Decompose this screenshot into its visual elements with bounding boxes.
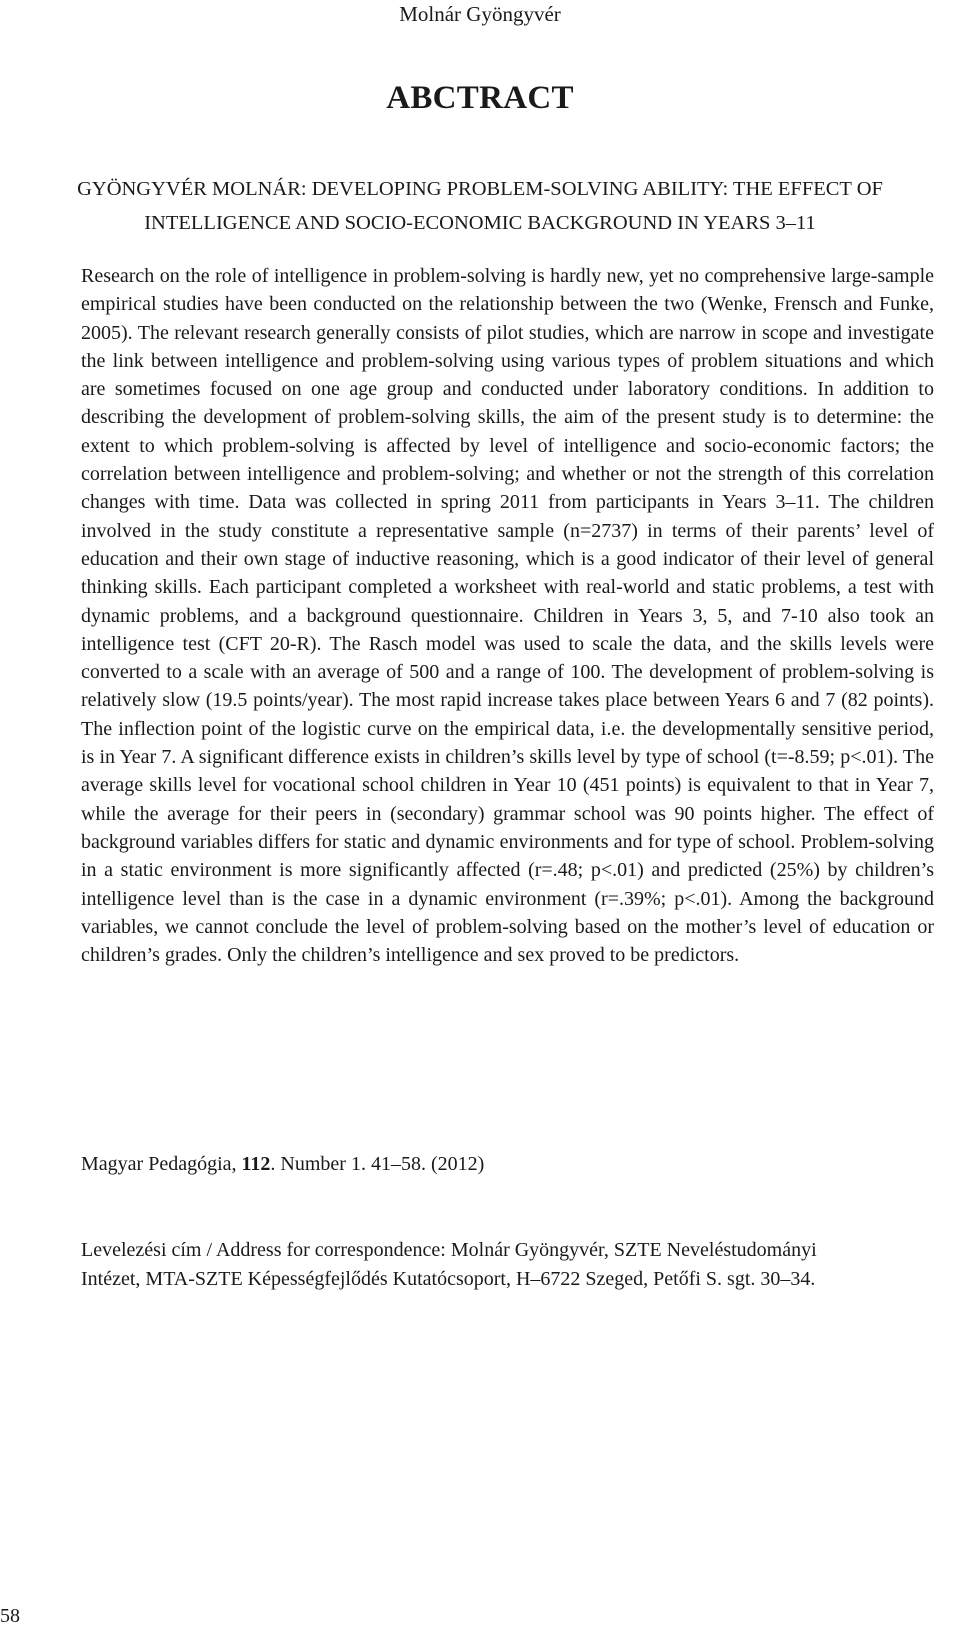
citation-volume: 112 — [241, 1153, 271, 1175]
citation-details: . Number 1. 41–58. (2012) — [270, 1153, 485, 1175]
address-line-2: Intézet, MTA-SZTE Képességfejlődés Kutatócsoport, H–6722 Szeged, Petőfi S. sgt. 30–34. — [81, 1267, 816, 1290]
section-heading: ABCTRACT — [386, 80, 574, 116]
correspondence-address — [81, 1236, 934, 1293]
citation-journal: Magyar Pedagógia, — [81, 1153, 242, 1175]
running-header: Molnár Gyöngyvér — [399, 2, 561, 26]
article-title — [60, 172, 900, 240]
article-title-line-1: GYÖNGYVÉR MOLNÁR: DEVELOPING PROBLEM-SOLVING ABILITY: THE EFFECT OF — [77, 178, 883, 200]
article-title-line-2: INTELLIGENCE AND SOCIO-ECONOMIC BACKGROUND IN YEARS 3–11 — [144, 212, 816, 234]
address-line-1: Levelezési cím / Address for correspondence: Molnár Gyöngyvér, SZTE Neveléstudományi — [81, 1239, 817, 1261]
citation — [81, 1150, 934, 1178]
abstract-body: Research on the role of intelligence in problem-solving is hardly new, yet no comprehensive large-sample empirical studies have been conducted on the relationship between the two (Wenke, Frensch and Funke, 2005). The relevant research generally consists of pilot studies, which are narrow in scope and investigate the link between intelligence and problem-solving using various types of problem situations and which are sometimes focused on one age group and conducted under laboratory conditions. In addition to describing the development of problem-solving skills, the aim of the present study is to determine: the extent to which problem-solving is affected by level of intelligence and socio-economic factors; the correlation between intelligence and problem-solving; and whether or not the strength of this correlation changes with time. Data was collected in spring 2011 from participants in Years 3–11. The children involved in the study constitute a representative sample (n=2737) in terms of their parents’ level of education and their own stage of inductive reasoning, which is a good indicator of their level of general thinking skills. Each participant completed a worksheet with real-world and static problems, a test with dynamic problems, and a background questionnaire. Children in Years 3, 5, and 7-10 also took an intelligence test (CFT 20-R). The Rasch model was used to scale the data, and the skills levels were converted to a scale with an average of 500 and a range of 100. The development of problem-solving is relatively slow (19.5 points/year). The most rapid increase takes place between Years 6 and 7 (82 points). The inflection point of the logistic curve on the empirical data, i.e. the developmentally sensitive period, is in Year 7. A significant difference exists in children’s skills level by type of school (t=-8.59; p<.01). The average skills level for vocational school children in Year 10 (451 points) is equivalent to that in Year 7, while the average for their peers in (secondary) grammar school was 90 points higher. The effect of background variables differs for static and dynamic environments and for type of school. Problem-solving in a static environment is more significantly affected (r=.48; p<.01) and predicted (25%) by children’s intelligence level than is the case in a dynamic environment (r=.39%; p<.01). Among the background variables, we cannot conclude the level of problem-solving based on the mother’s level of education or children’s grades. Only the children’s intelligence and sex proved to be predictors. — [81, 265, 934, 967]
page-number: 58 — [0, 1605, 20, 1627]
